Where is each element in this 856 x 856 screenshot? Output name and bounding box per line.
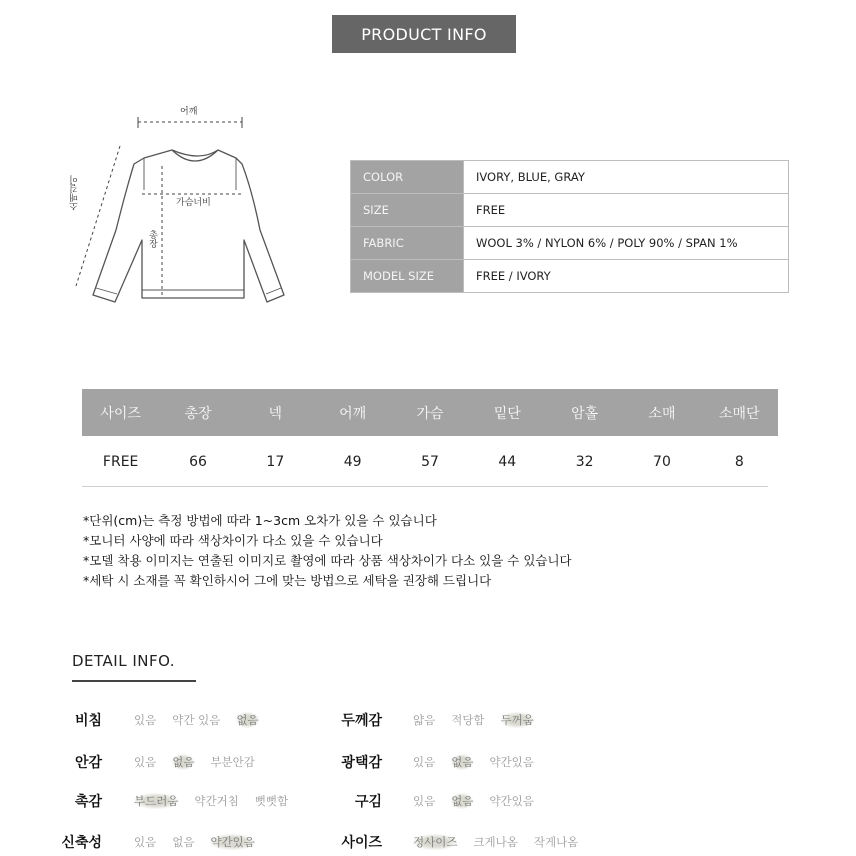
note-line: *세탁 시 소재를 꼭 확인하시어 그에 맞는 방법으로 세탁을 권장해 드립니다 [83,573,492,588]
size-cell: 17 [266,454,285,470]
detail-row [50,791,304,811]
detail-option-selected: 없음 [451,794,474,808]
info-key: FABRIC [351,227,464,260]
detail-option: 적당함 [451,713,485,727]
detail-row [50,832,271,852]
note-line: *모델 착용 이미지는 연출된 이미지로 촬영에 따라 상품 색상차이가 다소 있을 수 있습니다 [83,553,572,568]
detail-option: 있음 [134,755,157,769]
detail-option-selected: 없음 [172,755,195,769]
product-info-header: PRODUCT INFO [332,15,516,53]
size-cell: FREE [102,454,139,470]
size-header-cell: 소매단 [719,405,760,422]
detail-label: 사이즈 [341,835,382,851]
detail-label: 안감 [74,755,102,771]
detail-option: 약간거침 [194,794,239,808]
detail-option: 있음 [134,835,157,849]
detail-option: 약간있음 [489,755,534,769]
detail-option-selected: 약간있음 [210,835,255,849]
detail-row [50,752,271,772]
detail-option-selected: 없음 [451,755,474,769]
info-row-fabric [351,227,789,260]
detail-row [330,791,550,811]
sleeve-label: 소매길이 [70,175,80,211]
detail-row [330,710,550,730]
detail-option: 약간 있음 [172,713,221,727]
note-line: *모니터 사양에 따라 색상차이가 다소 있을 수 있습니다 [83,533,383,548]
size-table-row [82,440,778,484]
info-key: SIZE [351,194,464,227]
size-header-cell: 어깨 [339,405,367,422]
notes [83,511,572,591]
length-label: 총장 [147,230,157,248]
detail-option: 크게나옴 [473,835,518,849]
size-header-cell: 사이즈 [100,405,141,422]
info-key: COLOR [351,161,464,194]
size-cell: 70 [653,454,671,470]
detail-label: 두께감 [341,713,382,729]
detail-row [330,832,594,852]
size-table-header [82,389,778,436]
info-value: WOOL 3% / NYLON 6% / POLY 90% / SPAN 1% [464,227,789,260]
note-line: *단위(cm)는 측정 방법에 따라 1~3cm 오차가 있을 수 있습니다 [83,513,437,528]
detail-row [50,710,275,730]
detail-option: 부분안감 [210,755,255,769]
detail-option: 얇음 [413,713,436,727]
detail-option: 있음 [413,755,436,769]
size-cell: 66 [189,454,207,470]
info-key: MODEL SIZE [351,260,464,293]
sweater-diagram [60,100,310,320]
size-header-cell: 총장 [184,405,212,422]
size-header-cell: 넥 [268,405,283,422]
info-value: FREE [464,194,789,227]
info-row-color [351,161,789,194]
detail-option: 있음 [134,713,157,727]
detail-underline [72,680,196,682]
size-cell: 32 [575,454,594,470]
detail-option-selected: 없음 [236,713,259,727]
detail-row [330,752,550,772]
product-info-table [350,160,789,293]
divider [82,486,768,487]
shoulder-label: 어깨 [180,107,198,117]
detail-label: 구김 [354,794,382,810]
detail-option: 있음 [413,794,436,808]
size-cell: 8 [734,454,744,470]
detail-label: 촉감 [74,794,102,810]
info-value: IVORY, BLUE, GRAY [464,161,789,194]
detail-option-selected: 두꺼움 [500,713,534,727]
detail-title: DETAIL INFO. [72,652,176,670]
detail-label: 비침 [74,713,102,729]
chest-label: 가슴너비 [176,198,211,208]
size-cell: 44 [498,454,517,470]
info-value: FREE / IVORY [464,260,789,293]
size-cell: 57 [421,454,439,470]
info-row-model-size [351,260,789,293]
size-cell: 49 [343,454,362,470]
size-header-cell: 가슴 [416,405,444,422]
detail-label: 광택감 [341,755,382,771]
detail-label: 신축성 [61,835,102,851]
detail-option-selected: 부드러움 [134,794,179,808]
detail-option: 뻣뻣함 [254,794,289,808]
detail-option: 없음 [172,835,195,849]
size-header-cell: 암홀 [571,405,599,422]
detail-option: 약간있음 [489,794,534,808]
size-header-cell: 밑단 [493,405,521,422]
detail-option-selected: 정사이즈 [413,835,458,849]
detail-option: 작게나옴 [533,835,579,849]
info-row-size [351,194,789,227]
size-header-cell: 소매 [648,405,676,422]
